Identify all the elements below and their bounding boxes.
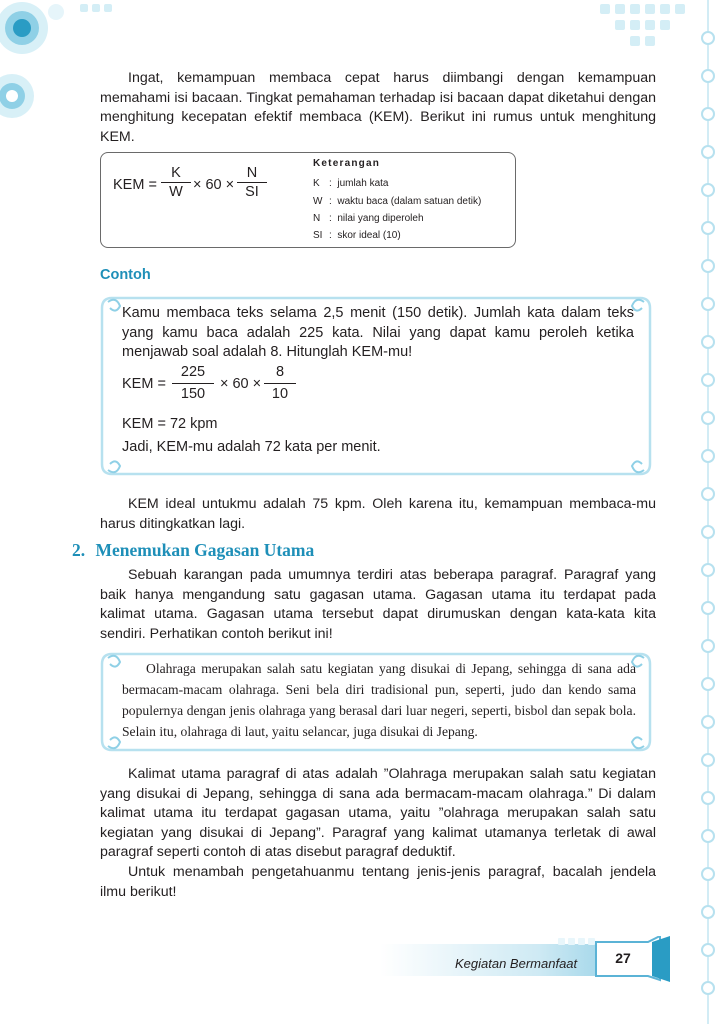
keterangan-title: Keterangan (313, 158, 381, 169)
header-decoration (40, 0, 728, 60)
section-paragraph-text: Sebuah karangan pada umumnya terdiri atas beberapa paragraf. Paragraf yang baik hanya mengandung satu gagasan utama. Gagasan utama itu terdapat pada kalimat utama. Gagasan utama tersebut dapat dirumuskan dengan kata-kata kita sendiri. Perhatikan contoh berikut ini! (100, 567, 656, 642)
formula-si: SI (245, 184, 259, 200)
after-example-text: KEM ideal untukmu adalah 75 kpm. Oleh karena itu, kemampuan membaca-mu harus ditingkatkan lagi. (100, 496, 656, 532)
corner-circles-decoration (0, 0, 70, 130)
section-heading (72, 540, 314, 561)
contoh-label: Contoh (100, 267, 151, 283)
explanation-block (100, 765, 656, 902)
example-frac1-num: 225 (172, 363, 214, 385)
formula-fraction-k-w (161, 165, 191, 200)
intro-paragraph (100, 69, 656, 147)
footer-title: Kegiatan Bermanfaat (455, 956, 578, 971)
example-paragraph-text: Olahraga merupakan salah satu kegiatan yang disukai di Jepang, sehingga di sana ada bermacam-macam olahraga. Seni bela diri tradisional pun, seperti, judo dan kendo sama populernya dengan jenis olahraga yang berasal dari luar negeri, seperti, bisbol dan sepak bola. Selain itu, olahraga di laut, yaitu selancar, juga disukai di Jepang. (122, 661, 636, 739)
formula-multiplier: × 60 × (193, 177, 235, 193)
keterangan-item: SI : skor ideal (10) (313, 230, 401, 241)
example-multiplier: × 60 × (220, 375, 262, 392)
formula-fraction-n-si (237, 165, 267, 200)
keterangan-item: W : waktu baca (dalam satuan detik) (313, 196, 482, 207)
example-fraction-1 (172, 363, 214, 405)
formula-box (100, 152, 516, 248)
formula-n: N (237, 165, 267, 183)
example-content (122, 304, 634, 458)
example-fraction-2 (264, 363, 296, 405)
page-number: 27 (615, 950, 631, 966)
section-title-text: Menemukan Gagasan Utama (95, 540, 315, 560)
example-problem: Kamu membaca teks selama 2,5 menit (150 detik). Jumlah kata dalam teks yang kamu baca adalah 225 kata. Nilai yang dapat kamu peroleh ketika menjawab soal adalah 8. Hitunglah KEM-mu! (122, 305, 634, 361)
formula-w: W (169, 184, 183, 200)
example-formula (122, 363, 634, 409)
formula-lhs: KEM = (113, 177, 157, 193)
section-number: 2. (72, 540, 86, 560)
example-frac1-den: 150 (180, 386, 206, 403)
intro-text: Ingat, kemampuan membaca cepat harus diimbangi dengan kemampuan memahami isi bacaan. Tingkat pemahaman terhadap isi bacaan dapat diketahui dengan menghitung kecepatan efektif membaca (KEM). Berikut ini rumus untuk menghitung KEM. (100, 70, 656, 145)
after-example-paragraph (100, 495, 656, 534)
explanation-paragraph-2: Untuk menambah pengetahuanmu tentang jenis-jenis paragraf, bacalah jendela ilmu berikut! (100, 863, 656, 900)
section-paragraph (100, 566, 656, 644)
example-box (100, 296, 652, 476)
formula-k: K (161, 165, 191, 183)
example-conclusion: Jadi, KEM-mu adalah 72 kata per menit. (122, 439, 381, 456)
example-paragraph-box (100, 652, 652, 752)
example-frac2-num: 8 (264, 363, 296, 385)
explanation-paragraph-1: Kalimat utama paragraf di atas adalah ”Olahraga merupakan salah satu kegiatan yang disukai di Jepang, sehingga di sana ada bermacam-macam olahraga.” Di dalam kalimat utama itu terdapat gagasan utama, yaitu ”olahraga merupakan salah satu kegiatan yang disukai di Jepang”. Paragraf yang kalimat utamanya terletak di awal paragraf seperti contoh di atas disebut paragraf deduktif. (100, 766, 656, 861)
example-formula-lhs: KEM = (122, 375, 166, 392)
side-bead-decoration (688, 0, 728, 1024)
keterangan-item: K : jumlah kata (313, 178, 389, 189)
keterangan-item: N : nilai yang diperoleh (313, 213, 424, 224)
example-result: KEM = 72 kpm (122, 415, 218, 432)
example-frac2-den: 10 (271, 386, 289, 403)
